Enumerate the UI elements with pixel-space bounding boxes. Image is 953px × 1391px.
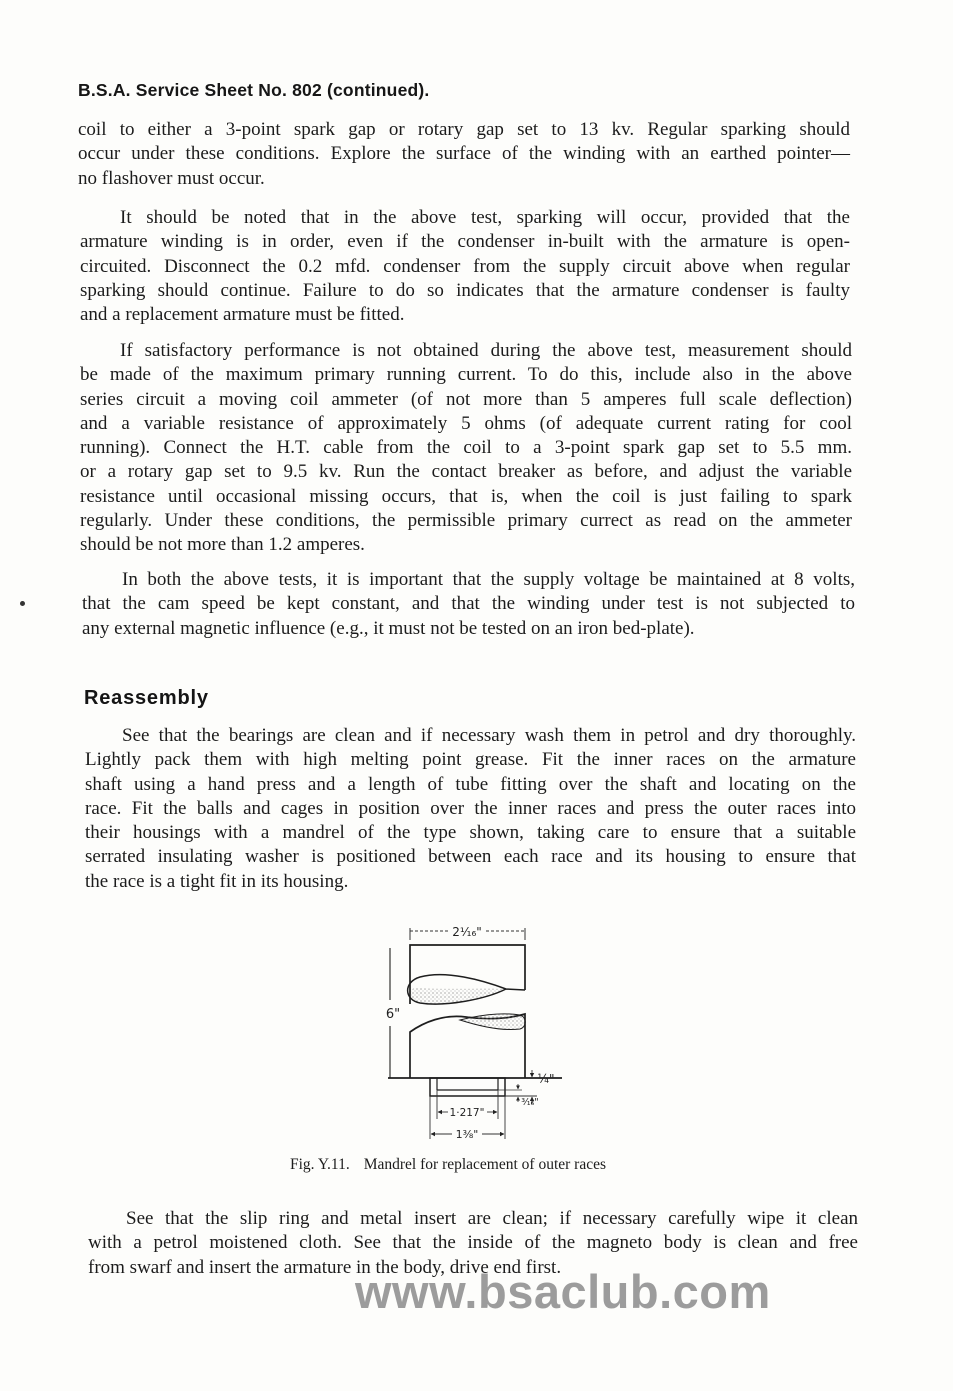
body-line: occur under these conditions. Explore the surface of the winding with an earthed pointer— (78, 143, 850, 165)
inner-step-length-dimension (498, 1084, 522, 1102)
inner-diameter-label: 1·217" (449, 1107, 485, 1119)
body-line: with a petrol moistened cloth. See that the inside of the magneto body is clean and free (88, 1232, 858, 1254)
inner-step-length-label: ³⁄₁₆" (521, 1097, 539, 1108)
body-line: any external magnetic influence (e.g., it must not be tested on an iron bed-plate). (82, 617, 695, 639)
body-line: If satisfactory performance is not obtained during the above test, measurement should (120, 340, 852, 361)
body-line: series circuit a moving coil ammeter (of not more than 5 amperes full scale deflection) (80, 388, 852, 410)
spigot-inner-step (437, 1078, 498, 1090)
section-heading-reassembly: Reassembly (84, 687, 209, 709)
body-line: no flashover must occur. (78, 167, 265, 189)
body-diameter-label: 2¹⁄₁₆" (452, 925, 482, 939)
body-line: their housings with a mandrel of the type shown, taking care to ensure that a suitable (85, 822, 856, 844)
body-line: from swarf and insert the armature in the body, drive end first. (88, 1256, 562, 1278)
paragraph-primary-current (80, 339, 852, 558)
body-line: See that the bearings are clean and if necessary wash them in petrol and dry thoroughly. (122, 725, 856, 746)
paragraph-condenser-note (80, 206, 850, 327)
step-length-label: ¼" (537, 1072, 555, 1086)
figure-caption-text: Mandrel for replacement of outer races (363, 1156, 607, 1173)
mandrel-spigot (430, 1078, 505, 1096)
lower-break-shading (460, 1014, 525, 1030)
paragraph-continuation (78, 118, 850, 191)
body-line: or a rotary gap set to 9.5 kv. Run the contact breaker as before, and adjust the variable (80, 461, 852, 483)
body-line: running). Connect the H.T. cable from the coil to a 3-point spark gap set to 5.5 mm. (80, 437, 852, 459)
body-line: regularly. Under these conditions, the permissible primary currect as read on the ammeter (80, 510, 852, 532)
body-line: should be not more than 1.2 amperes. (80, 534, 365, 556)
body-line: that the cam speed be kept constant, and that the winding under test is not subjected to (82, 593, 855, 615)
body-line: circuited. Disconnect the 0.2 mfd. condenser from the supply circuit above when regular (80, 255, 850, 277)
margin-dot (20, 601, 25, 606)
body-line: the race is a tight fit in its housing. (85, 870, 349, 892)
body-line: In both the above tests, it is important that the supply voltage be maintained at 8 volts, (122, 569, 855, 590)
body-line: armature winding is in order, even if the condenser in-built with the armature is open- (80, 231, 850, 253)
outer-diameter-label: 1⅜" (455, 1128, 479, 1141)
watermark: www.bsaclub.com (355, 1265, 771, 1318)
mandrel-diagram (370, 915, 570, 1147)
body-line: Lightly pack them with high melting point grease. Fit the inner races on the armature (85, 749, 856, 771)
body-line: sparking should continue. Failure to do so indicates that the armature condenser is faulty (80, 279, 850, 301)
body-line: race. Fit the balls and cages in position over the inner races and press the outer races into (85, 797, 856, 819)
body-line: It should be noted that in the above test, sparking will occur, provided that the (120, 207, 850, 228)
body-line: coil to either a 3-point spark gap or rotary gap set to 13 kv. Regular sparking should (78, 119, 850, 140)
body-line: resistance until occasional missing occurs, that is, when the coil is just failing to spark (80, 485, 852, 507)
body-line: and a variable resistance of approximately 5 ohms (of adequate current rating for cool (80, 412, 852, 434)
figure-caption-label: Fig. Y.11. (290, 1156, 350, 1173)
body-line: See that the slip ring and metal insert are clean; if necessary carefully wipe it clean (126, 1208, 858, 1229)
body-line: and a replacement armature must be fitted. (80, 304, 405, 326)
page-header: B.S.A. Service Sheet No. 802 (continued). (78, 80, 430, 100)
paragraph-test-conditions (82, 568, 855, 641)
paragraph-reassembly (85, 724, 856, 894)
body-line: shaft using a hand press and a length of tube fitting over the shaft and locating on the (85, 773, 856, 795)
body-line: serrated insulating washer is positioned between each race and its housing to ensure that (85, 846, 856, 868)
length-label: 6" (385, 1007, 401, 1022)
figure-caption (290, 1155, 606, 1175)
body-line: be made of the maximum primary running current. To do this, include also in the above (80, 364, 852, 386)
